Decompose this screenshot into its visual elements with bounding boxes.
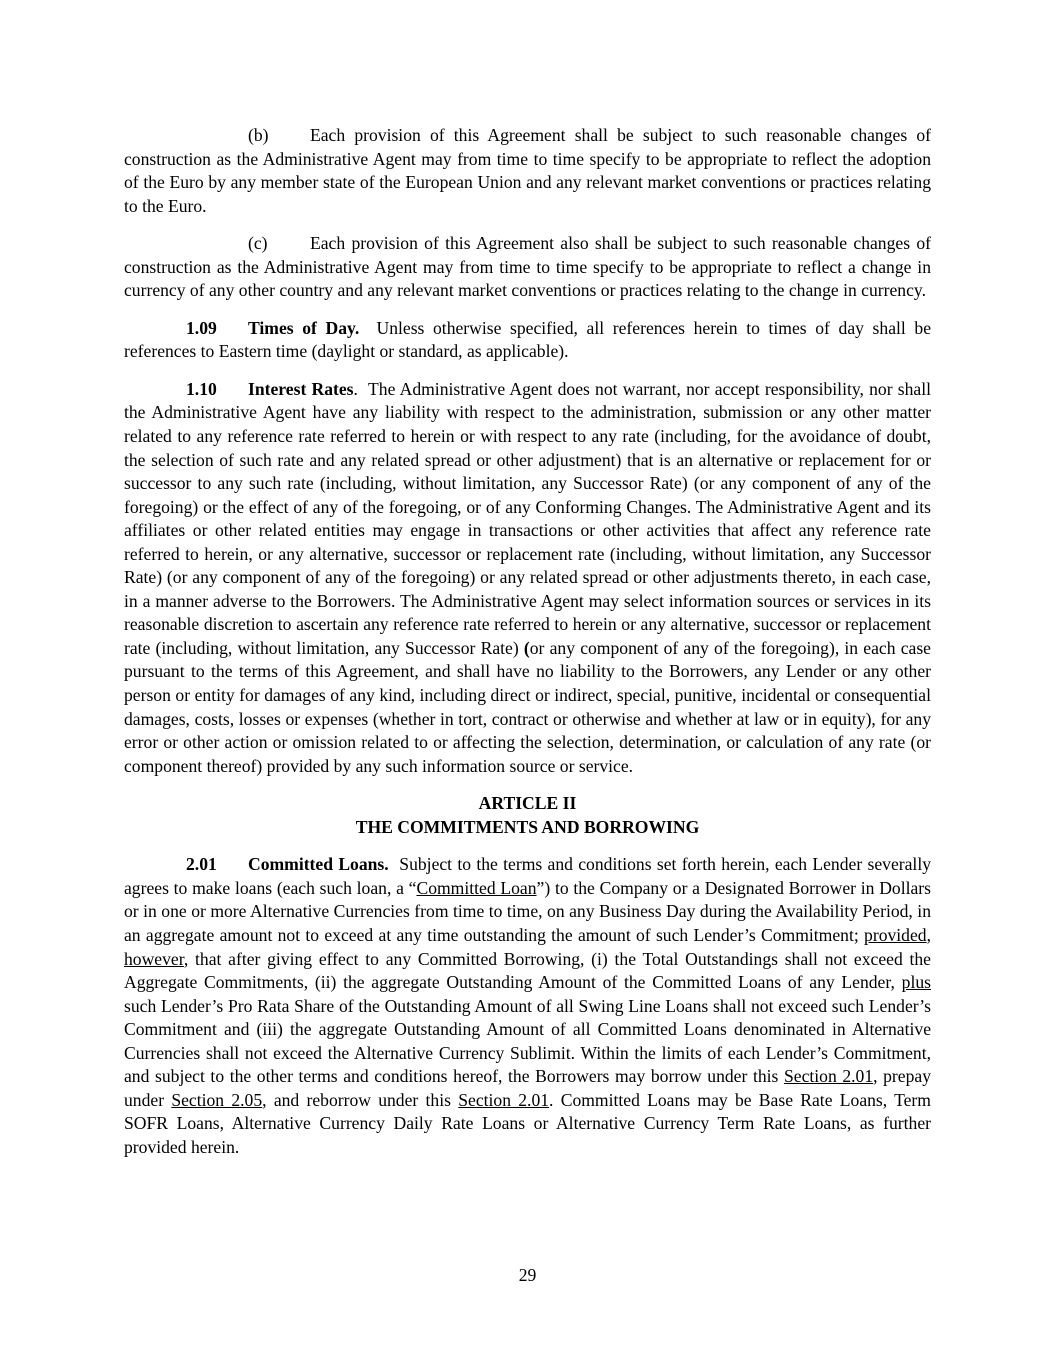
paragraph-text: Each provision of this Agreement shall be subject to such reasonable changes of construction as the Administrative Agent may from time to time specify to be appropriate to reflect the adoption of the Euro by any member state of the European Union and any relevant market conventions or practices relating to the Euro. — [124, 125, 931, 216]
paragraph-b — [124, 124, 931, 218]
article-number: ARTICLE II — [478, 793, 577, 814]
section-text: , — [926, 924, 931, 945]
section-text-part-2: or any component of any of the foregoing), in each case pursuant to the terms of this Agreement, and shall have no liability to the Borrowers, any Lender or any other person or entity for damages of any kind, including direct or indirect, special, punitive, incidental or consequential damages, costs, losses or expenses (whether in tort, contract or otherwise and whether at law or in equity), for any error or other action or omission related to or affecting the selection, determination, or calculation of any rate (or component thereof) provided by any such information source or service. — [124, 637, 931, 776]
section-text: , and reborrow under this — [262, 1089, 459, 1110]
paragraph-text: Each provision of this Agreement also shall be subject to such reasonable changes of construction as the Administrative Agent may from time to time specify to be appropriate to reflect a change in currency of any other country and any relevant market conventions or practices relating to the change in currency. — [124, 233, 931, 301]
section-heading: Committed Loans. — [248, 854, 389, 875]
defined-term-committed-loan: Committed Loan — [416, 877, 537, 898]
section-text: , that after giving effect to any Committed Borrowing, (i) the Total Outstandings shall not exceed the Aggregate Commitments, (ii) the aggregate Outstanding Amount of the Committed Loans of any Lender, — [124, 948, 931, 993]
section-1-10 — [124, 378, 931, 778]
term-however: however — [124, 948, 184, 969]
section-heading-period: . — [353, 378, 358, 399]
section-text-part-1: The Administrative Agent does not warrant, nor accept responsibility, nor shall the Administrative Agent have any liability with respect to the administration, submission or any other matter related to any reference rate referred to herein or with respect to any rate (including, for the avoidance of doubt, the selection of such rate and any related spread or other adjustment) that is an alternative or replacement for or successor to any such rate (including, without limitation, any Successor Rate) (or any component of any of the foregoing) or the effect of any of the foregoing, or of any Conforming Changes. The Administrative Agent and its affiliates or other related entities may engage in transactions or other activities that affect any reference rate referred to herein, or any alternative, successor or replacement rate (including, without limitation, any Successor Rate) (or any component of any of the foregoing) or any related spread or other adjustments thereto, in each case, in a manner adverse to the Borrowers. The Administrative Agent may select information sources or services in its reasonable discretion to ascertain any reference rate referred to herein or any alternative, successor or replacement rate (including, without limitation, any Successor Rate) — [124, 378, 931, 658]
article-title: THE COMMITMENTS AND BORROWING — [355, 816, 700, 837]
section-number: 2.01 — [186, 854, 217, 875]
section-reference-2-05: Section 2.05 — [171, 1089, 263, 1110]
section-text: such Lender’s Pro Rata Share of the Outstanding Amount of all Swing Line Loans shall not exceed such Lender’s Commitment and (iii) the aggregate Outstanding Amount of all Committed Loans denominated in Alternative Currencies shall not exceed the Alternative Currency Sublimit. Within the limits of each Lender’s Commitment, and subject to the other terms and conditions hereof, the Borrowers may borrow under this — [124, 995, 931, 1087]
section-number: 1.10 — [186, 378, 217, 399]
bold-parenthesis: ( — [523, 637, 530, 658]
section-text: ”) to the Company or a Designated Borrower in Dollars or in one or more Alternative Currencies from time to time, on any Business Day during the Availability Period, in an aggregate amount not to exceed at any time outstanding the amount of such Lender’s Commitment; — [124, 877, 931, 945]
term-provided: provided — [864, 924, 927, 945]
section-number: 1.09 — [186, 317, 217, 338]
section-heading: Interest Rates — [248, 378, 354, 399]
section-2-01 — [124, 853, 931, 1159]
paragraph-label: (b) — [248, 125, 269, 145]
section-text: Subject to the terms and conditions set forth herein, each Lender severally agrees to make loans (each such loan, a “ — [124, 854, 932, 898]
section-text: , prepay under — [124, 1066, 932, 1110]
document-page — [124, 124, 931, 1173]
paragraph-c — [124, 232, 931, 303]
section-heading: Times of Day. — [248, 317, 360, 338]
page-number: 29 — [518, 1265, 537, 1285]
term-plus: plus — [901, 972, 931, 993]
section-text: . Committed Loans may be Base Rate Loans, Term SOFR Loans, Alternative Currency Daily Rate Loans or Alternative Currency Term Rate Loans, as further provided herein. — [124, 1089, 931, 1157]
section-text: Unless otherwise specified, all references herein to times of day shall be references to Eastern time (daylight or standard, as applicable). — [124, 317, 932, 362]
section-reference-2-01: Section 2.01 — [458, 1089, 550, 1110]
article-heading — [124, 792, 931, 839]
section-1-09 — [124, 317, 931, 364]
paragraph-label: (c) — [248, 233, 268, 254]
section-reference-2-01: Section 2.01 — [783, 1066, 874, 1087]
